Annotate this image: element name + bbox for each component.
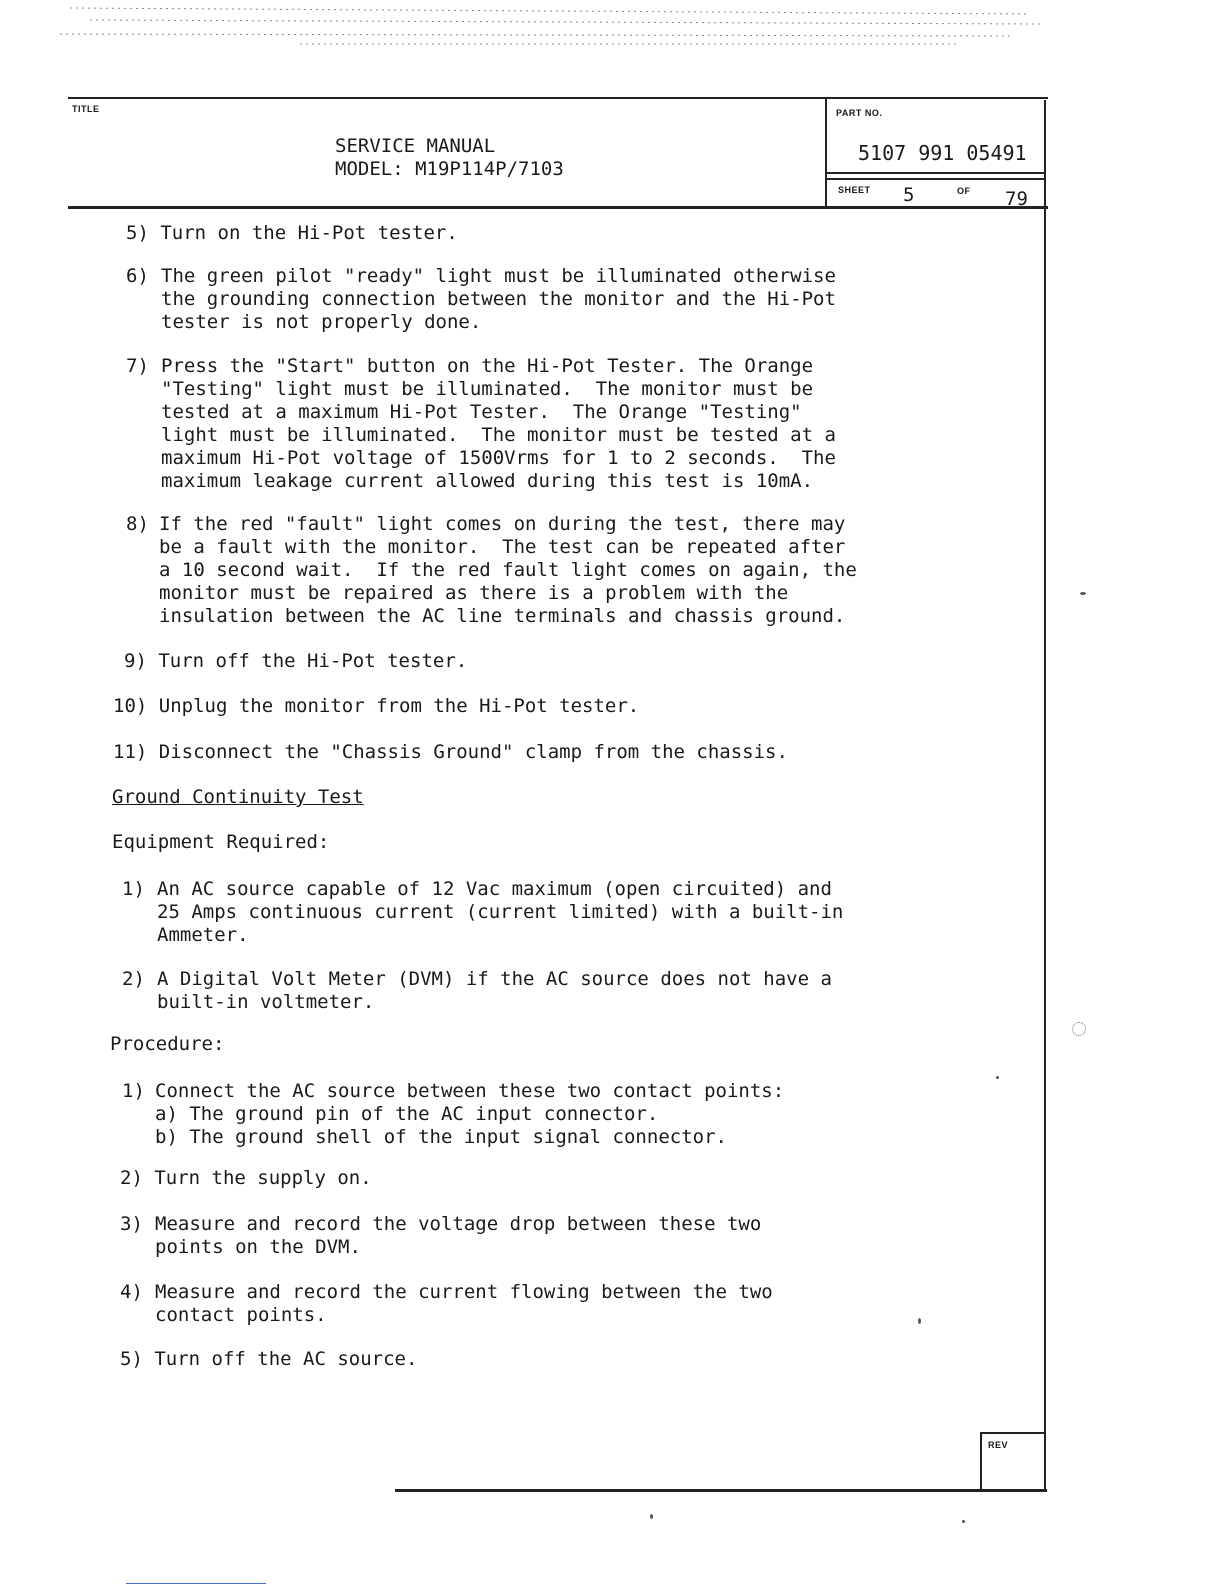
step-line: Measure and record the voltage drop between these two <box>155 1213 762 1235</box>
rev-label: REV <box>988 1440 1009 1450</box>
scan-speck <box>962 1520 965 1523</box>
part-no-label: PART NO. <box>836 108 883 118</box>
equipment-1-number: 1) <box>122 878 145 900</box>
step-line: contact points. <box>155 1304 327 1326</box>
hipot-step-6-number: 6) <box>126 265 149 287</box>
part-box-mid-rule-2 <box>825 178 1046 180</box>
step-text: Disconnect the "Chassis Ground" clamp from the chassis. <box>158 741 788 763</box>
hipot-step-8-text <box>159 513 857 628</box>
hipot-step-7-text <box>161 355 836 493</box>
step-line: insulation between the AC line terminals and chassis ground. <box>159 605 846 627</box>
step-line: If the red "fault" light comes on during the test, there may <box>159 513 846 535</box>
scan-noise <box>0 0 1225 60</box>
part-box-mid-rule <box>825 172 1046 174</box>
step-line: The green pilot "ready" light must be illuminated otherwise <box>161 265 836 287</box>
rev-box-left-rule <box>980 1432 982 1492</box>
step-text: Turn on the Hi-Pot tester. <box>160 222 458 244</box>
hipot-step-5 <box>126 222 458 245</box>
model-line: MODEL: M19P114P/7103 <box>335 158 564 180</box>
hipot-step-7-number: 7) <box>126 355 149 377</box>
step-line: a 10 second wait. If the red fault light comes on again, the <box>159 559 857 581</box>
section-heading: Ground Continuity Test <box>112 786 364 808</box>
step-text: Turn off the Hi-Pot tester. <box>158 650 468 672</box>
step-line: Measure and record the current flowing between the two <box>155 1281 773 1303</box>
step-text: Turn the supply on. <box>154 1167 372 1189</box>
part-number: 5107 991 05491 <box>858 141 1027 165</box>
procedure-heading: Procedure: <box>110 1033 225 1055</box>
step-number: 9) <box>124 650 147 672</box>
scan-mark <box>126 1583 266 1584</box>
procedure-1-text <box>155 1080 784 1149</box>
equipment-2-text <box>157 968 832 1014</box>
step-line: 25 Amps continuous current (current limited) with a built-in <box>157 901 844 923</box>
right-border <box>1044 100 1046 1492</box>
step-text: Turn off the AC source. <box>154 1348 418 1370</box>
step-line: A Digital Volt Meter (DVM) if the AC source does not have a <box>157 968 832 990</box>
step-line: maximum Hi-Pot voltage of 1500Vrms for 1 to 2 seconds. The <box>161 447 836 469</box>
footer-bottom-rule <box>395 1489 1047 1492</box>
hipot-step-11 <box>113 741 788 764</box>
of-label: OF <box>957 186 971 196</box>
procedure-2 <box>120 1167 372 1190</box>
step-line: An AC source capable of 12 Vac maximum (open circuited) and <box>157 878 832 900</box>
equipment-2-number: 2) <box>122 968 145 990</box>
sheet-total: 79 <box>1005 188 1028 210</box>
step-line: be a fault with the monitor. The test can be repeated after <box>159 536 846 558</box>
step-line: b) The ground shell of the input signal connector. <box>155 1126 727 1148</box>
header-top-rule <box>68 97 1048 99</box>
header-bottom-rule <box>68 206 1048 209</box>
step-number: 11) <box>113 741 148 763</box>
procedure-5 <box>120 1348 417 1371</box>
equipment-heading: Equipment Required: <box>112 831 330 853</box>
step-number: 10) <box>113 695 148 717</box>
procedure-3-number: 3) <box>120 1213 143 1235</box>
step-line: built-in voltmeter. <box>157 991 375 1013</box>
sheet-number: 5 <box>903 184 915 206</box>
scan-speck <box>996 1076 999 1079</box>
step-line: Press the "Start" button on the Hi-Pot Tester. The Orange <box>161 355 814 377</box>
procedure-4-text <box>155 1281 773 1327</box>
sheet-label: SHEET <box>838 185 871 195</box>
step-line: points on the DVM. <box>155 1236 361 1258</box>
step-number: 2) <box>120 1167 143 1189</box>
step-text: Unplug the monitor from the Hi-Pot tester. <box>158 695 640 717</box>
step-number: 5) <box>126 222 149 244</box>
step-line: a) The ground pin of the AC input connector. <box>155 1103 659 1125</box>
step-line: maximum leakage current allowed during this test is 10mA. <box>161 470 814 492</box>
procedure-1-number: 1) <box>122 1080 145 1102</box>
step-line: the grounding connection between the monitor and the Hi-Pot <box>161 288 836 310</box>
step-number: 5) <box>120 1348 143 1370</box>
procedure-3-text <box>155 1213 761 1259</box>
hipot-step-9 <box>124 650 467 673</box>
scan-speck <box>918 1318 921 1324</box>
title-label: TITLE <box>72 104 100 114</box>
step-line: tested at a maximum Hi-Pot Tester. The Orange "Testing" <box>161 401 802 423</box>
part-box-left-rule <box>825 97 827 209</box>
rev-box-top-rule <box>980 1432 1046 1434</box>
step-line: monitor must be repaired as there is a problem with the <box>159 582 789 604</box>
hipot-step-6-text <box>161 265 836 334</box>
procedure-4-number: 4) <box>120 1281 143 1303</box>
scan-speck <box>1072 1022 1086 1036</box>
step-line: "Testing" light must be illuminated. The monitor must be <box>161 378 814 400</box>
scan-speck <box>1080 592 1086 595</box>
scan-speck <box>650 1514 653 1519</box>
step-line: Connect the AC source between these two contact points: <box>155 1080 785 1102</box>
document-title: SERVICE MANUAL <box>335 135 496 157</box>
step-line: tester is not properly done. <box>161 311 482 333</box>
equipment-1-text <box>157 878 843 947</box>
step-line: Ammeter. <box>157 924 249 946</box>
hipot-step-8-number: 8) <box>126 513 149 535</box>
step-line: light must be illuminated. The monitor must be tested at a <box>161 424 836 446</box>
hipot-step-10 <box>113 695 639 718</box>
